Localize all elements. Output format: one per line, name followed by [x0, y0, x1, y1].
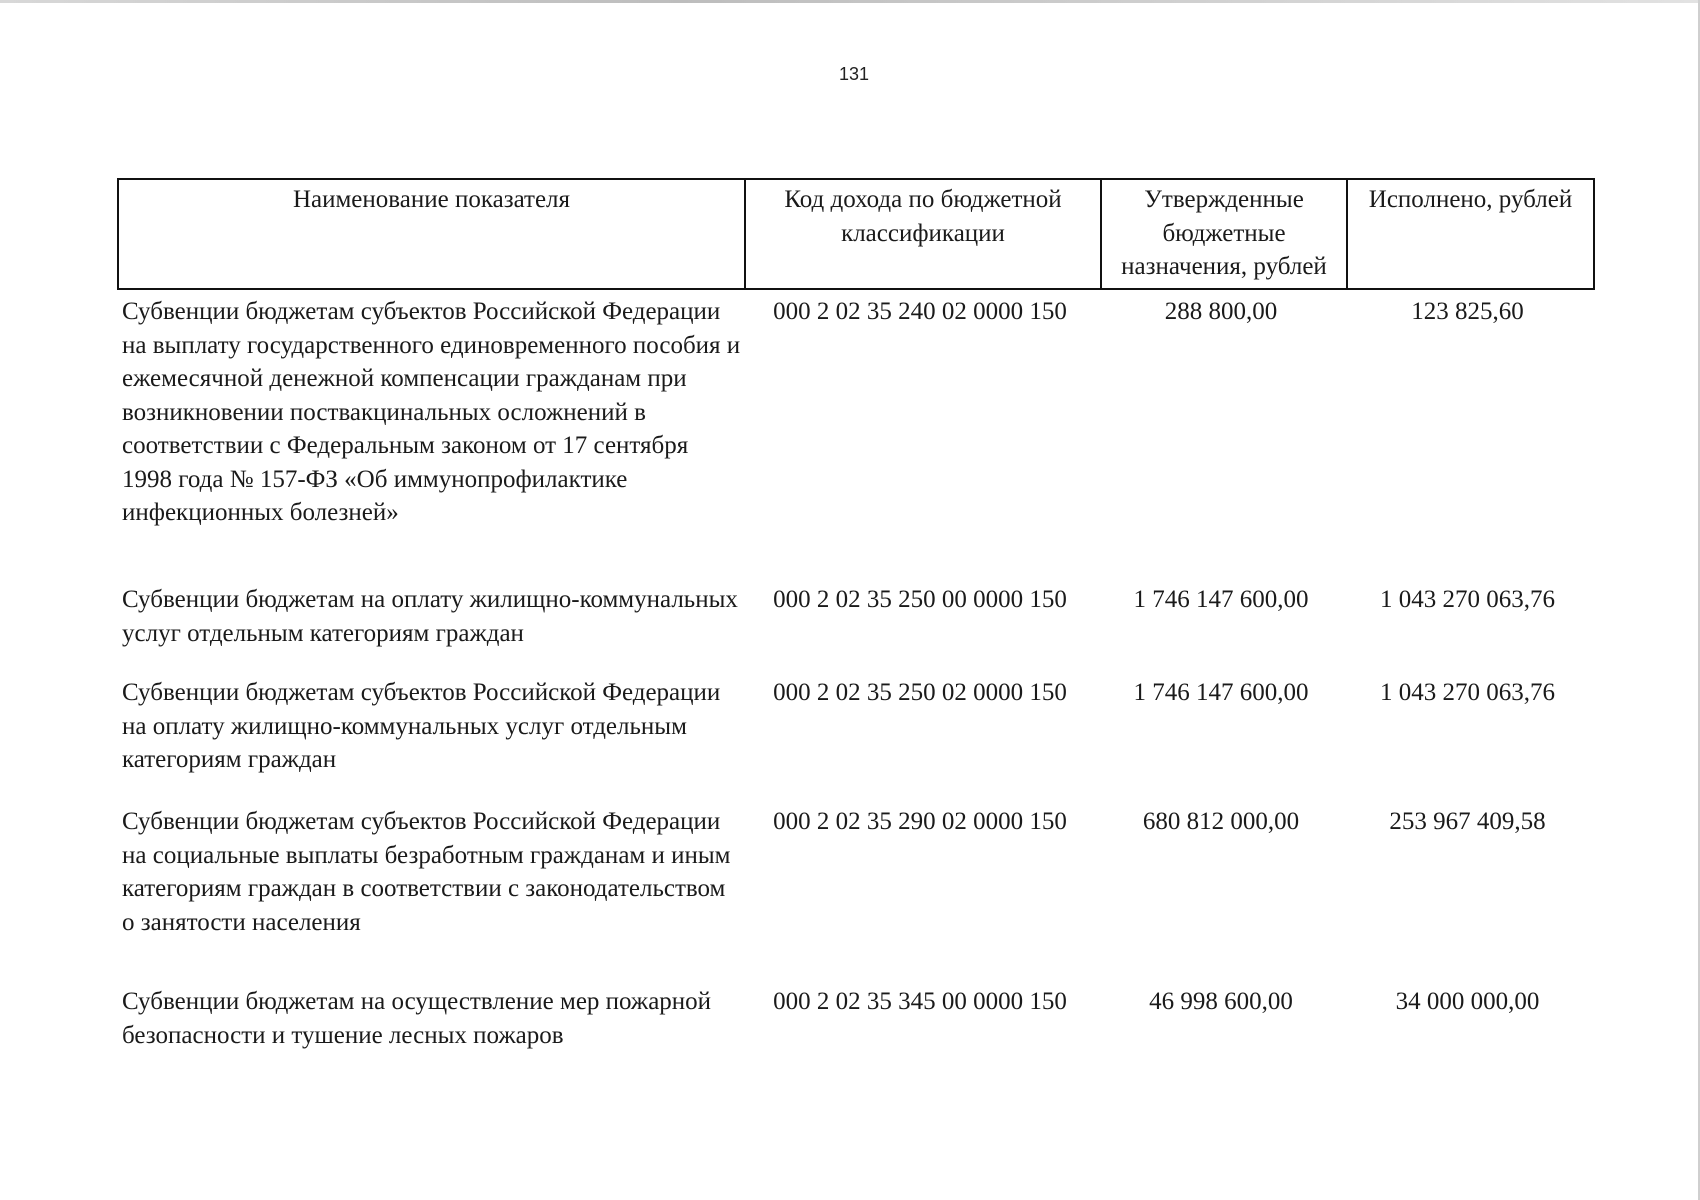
table-row: [117, 295, 1595, 583]
header-income-code: Код дохода по бюджетной классификации: [744, 180, 1100, 288]
row-approved-amount: 680 812 000,00: [1142, 808, 1300, 835]
row-executed-amount: 34 000 000,00: [1395, 988, 1540, 1015]
table-row: [117, 985, 1595, 1055]
row-approved-amount: 288 800,00: [1164, 298, 1278, 325]
row-indicator-name: Субвенции бюджетам субъектов Российской Федерации на выплату государственного единовременного пособия и ежемесячной денежной компенсации гражданам при возникновении поствакцинальных осложнений в соответствии с Федеральным законом от 17 сентября 1998 года № 157-ФЗ «Об иммунопрофилактике инфекционных болезней»: [122, 298, 741, 526]
header-indicator-name: Наименование показателя: [292, 186, 571, 213]
row-executed-amount: 1 043 270 063,76: [1380, 586, 1555, 613]
header-approved: Утвержденные бюджетные назначения, рублей: [1100, 180, 1346, 288]
row-income-code: 000 2 02 35 250 02 0000 150: [773, 679, 1067, 706]
table-row: [117, 583, 1595, 676]
row-income-code: 000 2 02 35 345 00 0000 150: [773, 988, 1067, 1015]
row-indicator-name: Субвенции бюджетам на осуществление мер пожарной безопасности и тушение лесных пожаров: [122, 988, 712, 1049]
budget-table: [117, 178, 1595, 1055]
row-income-code: 000 2 02 35 240 02 0000 150: [773, 298, 1067, 325]
table-row: [117, 805, 1595, 985]
row-executed-amount: 253 967 409,58: [1389, 808, 1546, 835]
table-header: [117, 178, 1595, 290]
row-indicator-name: Субвенции бюджетам субъектов Российской Федерации на социальные выплаты безработным гражданам и иным категориям граждан в соответствии с законодательством о занятости населения: [122, 808, 731, 936]
row-approved-amount: 1 746 147 600,00: [1133, 586, 1309, 613]
row-indicator-name: Субвенции бюджетам субъектов Российской Федерации на оплату жилищно-коммунальных услуг отдельным категориям граждан: [122, 679, 721, 773]
row-executed-amount: 123 825,60: [1411, 298, 1524, 325]
page-number: 131: [838, 64, 870, 84]
table-row: [117, 676, 1595, 805]
row-approved-amount: 46 998 600,00: [1149, 988, 1293, 1015]
row-approved-amount: 1 746 147 600,00: [1133, 679, 1309, 706]
scan-edge-top: [0, 0, 1700, 3]
row-income-code: 000 2 02 35 290 02 0000 150: [773, 808, 1067, 835]
header-executed: Исполнено, рублей: [1346, 180, 1593, 288]
row-executed-amount: 1 043 270 063,76: [1380, 679, 1555, 706]
row-indicator-name: Субвенции бюджетам на оплату жилищно-коммунальных услуг отдельным категориям граждан: [122, 586, 738, 647]
row-income-code: 000 2 02 35 250 00 0000 150: [773, 586, 1067, 613]
